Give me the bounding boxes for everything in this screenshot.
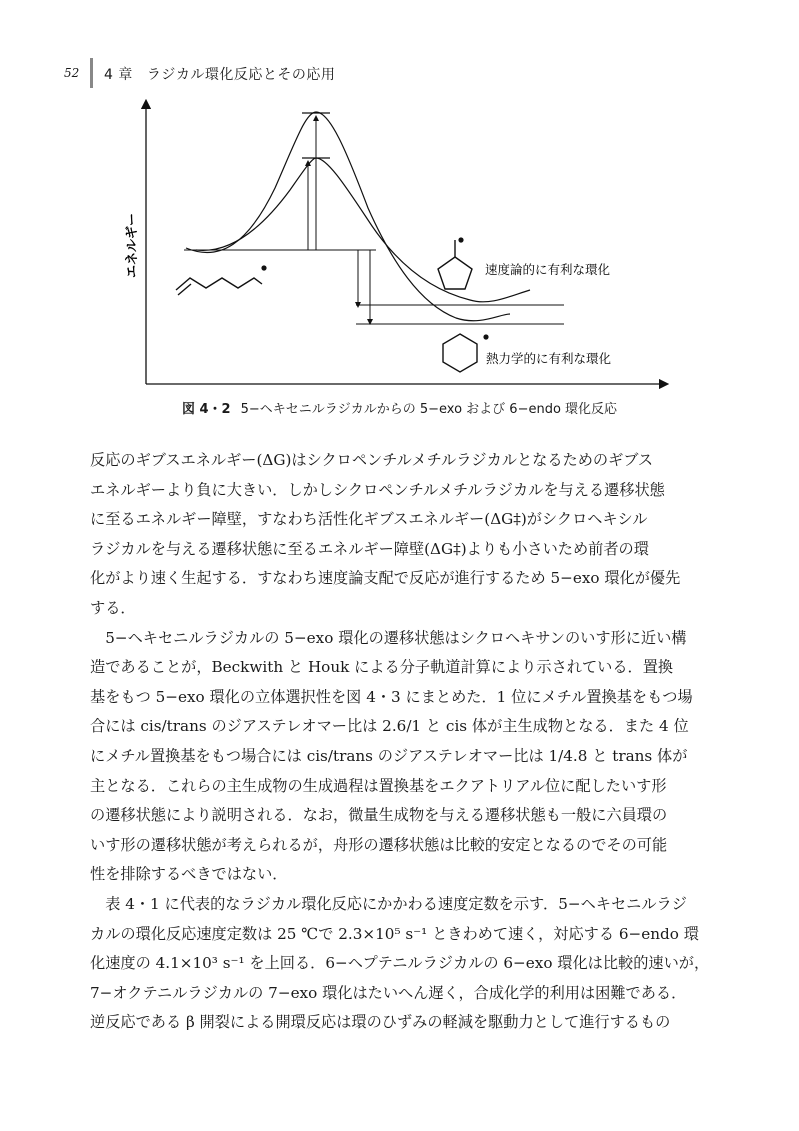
text-line: にメチル置換基をもつ場合には cis/trans のジアステレオマー比は 1/4.8 と trans 体が [90, 746, 688, 765]
figure-caption-text: 5−ヘキセニルラジカルからの 5−exo および 6−endo 環化反応 [240, 402, 618, 417]
paragraph-2 [90, 624, 710, 890]
cyclopentane-ring [438, 257, 472, 289]
text-line: 化がより速く生起する．すなわち速度論支配で反応が進行するため 5−exo 環化が優先 [90, 569, 681, 588]
text-line: に至るエネルギー障壁，すなわち活性化ギブスエネルギー(ΔG‡)がシクロヘキシル [90, 510, 648, 529]
cyclohexane-ring [443, 334, 477, 372]
text-line: の遷移状態により説明される．なお，微量生成物を与える遷移状態も一般に六員環の [90, 806, 668, 825]
paragraph-1 [90, 446, 710, 624]
body-text [90, 446, 710, 1038]
text-line: 合には cis/trans のジアステレオマー比は 2.6/1 と cis 体が主生成物となる．また 4 位 [90, 717, 689, 736]
text-line: 反応のギブスエネルギー(ΔG)はシクロペンチルメチルラジカルとなるためのギブス [90, 451, 654, 469]
energy-diagram [0, 0, 799, 400]
label-thermo: 熱力学的に有利な環化 [486, 351, 612, 366]
y-axis-label: エネルギー [125, 212, 140, 278]
text-line: 主となる．これらの主生成物の生成過程は置換基をエクアトリアル位に配したいす形 [90, 776, 667, 795]
text-line: 5−ヘキセニルラジカルの 5−exo 環化の遷移状態はシクロヘキサンのいす形に近い構 [105, 628, 687, 647]
radical-dot-6 [483, 334, 488, 339]
figure-number: 図 4・2 [181, 402, 231, 417]
text-line: 造であることが，Beckwith と Houk による分子軌道計算により示されている．置換 [90, 658, 674, 677]
text-line: 基をもつ 5−exo 環化の立体選択性を図 4・3 にまとめた．1 位にメチル置換基をもつ場 [90, 687, 693, 706]
text-line: 表 4・1 に代表的なラジカル環化反応にかかわる速度定数を示す．5−ヘキセニルラジ [105, 894, 687, 913]
text-line: ラジカルを与える遷移状態に至るエネルギー障壁(ΔG‡)よりも小さいため前者の環 [90, 539, 649, 558]
text-line: カルの環化反応速度定数は 25 ℃で 2.3×10⁵ s⁻¹ ときわめて速く，対応する 6−endo 環 [90, 924, 699, 943]
radical-dot [261, 265, 266, 270]
label-kinetic: 速度論的に有利な環化 [485, 262, 611, 277]
chapter-number: 4 章 [104, 67, 133, 83]
text-line: 化速度の 4.1×10³ s⁻¹ を上回る．6−ヘプテニルラジカルの 6−exo 環化は比較的速いが， [90, 954, 710, 973]
figure-caption [0, 398, 799, 417]
text-line: エネルギーより負に大きい．しかしシクロペンチルメチルラジカルを与える遷移状態 [90, 480, 665, 499]
radical-dot-5 [458, 237, 463, 242]
page-number: 52 [64, 66, 80, 80]
hexenyl-radical-structure [176, 278, 262, 290]
curve-5-exo [196, 158, 530, 302]
text-line: いす形の遷移状態が考えられるが，舟形の遷移状態は比較的安定となるのでその可能 [90, 835, 668, 854]
text-line: 逆反応である β 開裂による開環反応は環のひずみの軽減を駆動力として進行するもの [90, 1013, 671, 1032]
text-line: 性を排除するべきではない． [90, 865, 288, 884]
text-line: 7−オクテニルラジカルの 7−exo 環化はたいへん遅く，合成化学的利用は困難である． [90, 983, 687, 1002]
chapter-title: ラジカル環化反応とその応用 [146, 67, 336, 83]
paragraph-3 [90, 890, 710, 1038]
text-line: する． [90, 598, 136, 617]
